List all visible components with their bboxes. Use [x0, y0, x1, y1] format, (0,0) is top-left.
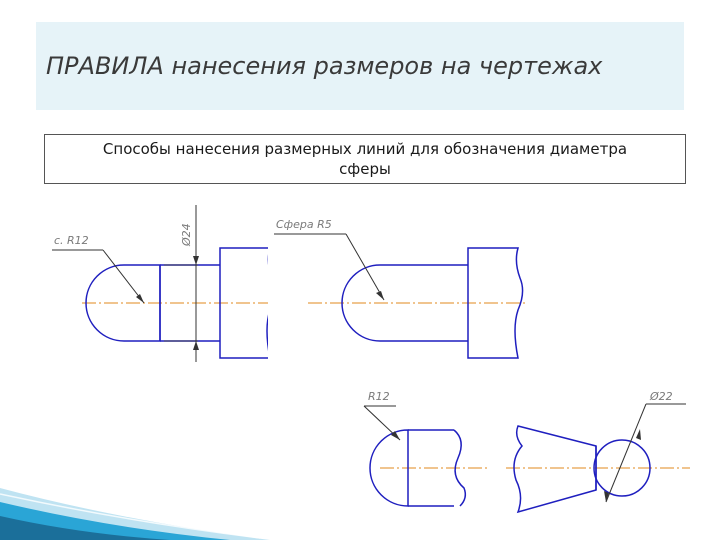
- page-title: ПРАВИЛА нанесения размеров на чертежах: [46, 52, 603, 80]
- subtitle-line-1: Способы нанесения размерных линий для обозначения диаметра: [102, 140, 628, 158]
- corner-decoration: [0, 450, 300, 540]
- fig2-leader-label: Сфера R5: [276, 218, 332, 231]
- figure-1-drawing: [48, 200, 288, 365]
- fig4-leader-label: Ø22: [650, 390, 673, 403]
- diameter-line: [606, 404, 646, 502]
- subtitle-box: [44, 134, 686, 184]
- figure-2-drawing: [268, 200, 530, 365]
- figure-3-drawing: [360, 380, 500, 528]
- figure-4-drawing: [500, 380, 700, 528]
- fig1-dim-label: Ø24: [180, 223, 193, 246]
- fig3-leader-label: R12: [368, 390, 390, 403]
- cone-outline: [514, 426, 596, 512]
- subtitle-line-2: сферы: [339, 160, 391, 178]
- title-panel: [36, 22, 684, 110]
- fig1-leader-label: с. R12: [54, 234, 89, 247]
